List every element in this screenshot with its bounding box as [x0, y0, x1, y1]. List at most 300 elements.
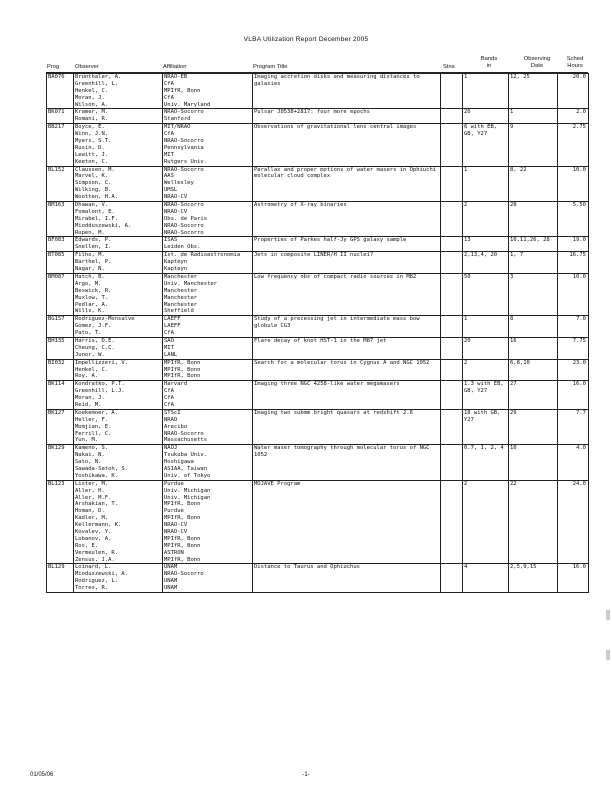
program-title: Pulsar J0538+2817: four more epochs	[254, 109, 370, 116]
affiliation-cell	[163, 445, 253, 480]
sched-hours-value: 7.0	[576, 316, 586, 323]
sched-hours-cell	[558, 74, 589, 109]
sched-hours-cell	[558, 337, 589, 359]
observer-name: Kovalev, Y.	[75, 529, 112, 535]
program-title: Low frequency obs of compact radio sources in M82	[254, 273, 417, 280]
program-title-cell	[253, 166, 441, 201]
observer-name: Kramer, M.	[75, 109, 109, 116]
observer-name: Mioduszewski, A.	[75, 571, 128, 578]
affiliation-name: NRAO-CV	[164, 208, 188, 215]
program-title: Parallax and proper motions of water masers in Ophiuchi molecular cloud complex	[254, 166, 437, 180]
program-title: Imaging two submm bright quasars at redshift 2.6	[254, 409, 413, 416]
observing-date-cell	[509, 480, 558, 564]
affiliation-name: CfA	[164, 94, 174, 101]
observer-name: Harris, D.E.	[75, 337, 115, 344]
affiliation-name: Univ. Maryland	[164, 101, 211, 108]
observer-name: Heller, F.	[75, 416, 109, 423]
affiliation-name: CfA	[164, 395, 174, 402]
scan-edge-mark	[606, 650, 610, 660]
affiliation-name: LAEFF	[164, 323, 181, 330]
bands-cell	[463, 202, 509, 237]
program-title-cell	[253, 202, 441, 237]
footer-date: 01/05/06	[30, 772, 54, 778]
table-row	[47, 359, 589, 381]
program-title: MOJAVE Program	[254, 480, 301, 487]
table-row	[47, 166, 589, 201]
affiliation-cell	[163, 409, 253, 444]
bands-value: 2	[464, 480, 468, 487]
affiliation-name: NRAO-Socorro	[164, 109, 204, 116]
observer-name: Kondratko, P.T.	[75, 381, 125, 388]
affiliation-name: NAOJ	[164, 445, 178, 452]
affiliation-name: Manchester	[164, 294, 198, 301]
program-title-cell	[253, 359, 441, 381]
observer-cell	[74, 316, 163, 338]
program-title: Imaging three NGC 4258-like water megamasers	[254, 381, 400, 388]
affiliation-cell	[163, 359, 253, 381]
affiliation-name: Wellesley	[164, 180, 194, 187]
program-title-cell	[253, 316, 441, 338]
affiliation-name: MPIfR, Bonn	[164, 556, 201, 563]
affiliation-name: Tsukuba Univ.	[164, 452, 208, 459]
observer-cell	[74, 381, 163, 410]
table-row	[47, 445, 589, 480]
observer-name: Boyce, E.	[75, 124, 105, 131]
observer-name: Argo, M.	[75, 280, 102, 287]
affiliation-name: MPIfR, Bonn	[164, 87, 201, 94]
observer-name: Henkel, C.	[75, 87, 109, 94]
prog-code: BI032	[48, 359, 65, 366]
observing-date-cell	[509, 409, 558, 444]
stns-cell	[441, 202, 463, 237]
table-row	[47, 252, 589, 274]
affiliation-name: MPIfR, Bonn	[164, 366, 201, 373]
observer-cell	[74, 109, 163, 124]
sched-hours-cell	[558, 445, 589, 480]
observing-date-cell	[509, 337, 558, 359]
sched-hours-cell	[558, 409, 589, 444]
stns-cell	[441, 124, 463, 166]
observer-name: Aller, H.	[75, 487, 105, 494]
affiliation-name: Stanford	[164, 116, 191, 123]
affiliation-name: NRAO-CV	[164, 522, 188, 529]
affiliation-name: MPIfR, Bonn	[164, 542, 201, 549]
observer-name: Henkel, C.	[75, 366, 109, 373]
footer-page-number: -1-	[302, 772, 310, 778]
sched-hours-value: 2.75	[572, 124, 586, 131]
observer-name: Brunthaler, A.	[75, 74, 122, 80]
program-title: Astrometry of X-ray binaries	[254, 202, 347, 209]
report-title: VLBA Utilization Report December 2005	[243, 36, 369, 43]
affiliation-name: Univ. Michigan	[164, 487, 211, 494]
observing-date-value: 29	[510, 409, 517, 416]
bands-value: 2	[464, 359, 468, 366]
affiliation-name: NRAO-Socorro	[164, 430, 204, 437]
bands-cell	[463, 109, 509, 124]
bands-cell	[463, 237, 509, 252]
observer-name: Reid, M.	[75, 401, 102, 408]
affiliation-name: NRAO-EB	[164, 74, 188, 80]
observer-name: Pato, T.	[75, 330, 102, 337]
program-title-cell	[253, 480, 441, 564]
bands-value: 20	[464, 109, 471, 116]
prog-code: BK114	[48, 381, 65, 388]
prog-code: BL123	[48, 480, 65, 487]
program-title-cell	[253, 445, 441, 480]
affiliation-name: Harvard	[164, 381, 188, 388]
observer-name: Beswick, R.	[75, 287, 112, 294]
prog-code: BF083	[48, 237, 65, 244]
affiliation-name: AAS	[164, 173, 174, 180]
program-title: Jets in composite LINER/H II nuclei?	[254, 252, 374, 259]
sched-hours-cell	[558, 124, 589, 166]
prog-code: BB217	[48, 124, 65, 131]
bands-value: 2,13,4, 20	[464, 252, 498, 259]
affiliation-name: CfA	[164, 401, 174, 408]
observer-name: Keeton, C.	[75, 158, 109, 165]
affiliation-cell	[163, 337, 253, 359]
program-title: Distance to Taurus and Ophiuchus	[254, 564, 360, 571]
observing-date-cell	[509, 109, 558, 124]
col-header-bands-line2: in	[486, 62, 492, 69]
stns-cell	[441, 359, 463, 381]
program-title-cell	[253, 252, 441, 274]
program-title: Search for a molecular torus in Cygnus A and NGC 1052	[254, 359, 430, 366]
sched-hours-value: 10.0	[572, 273, 586, 280]
observing-date-value: 1, 7	[510, 252, 524, 259]
bands-value: 20	[464, 337, 471, 344]
prog-code-cell	[47, 316, 74, 338]
col-header-bands-line1: Bands	[480, 56, 498, 62]
observer-cell	[74, 445, 163, 480]
stns-cell	[441, 237, 463, 252]
program-title-cell	[253, 564, 441, 593]
bands-value: 1	[464, 166, 468, 173]
observer-name: Fomalont, E.	[75, 208, 115, 215]
observing-date-value: 10,11,26, 28	[510, 237, 550, 244]
affiliation-name: CfA	[164, 388, 174, 395]
observing-date-value: 12, 25	[510, 74, 530, 80]
prog-code: BT085	[48, 252, 65, 259]
program-title: Flare decay of knot HST-1 in the M87 jet	[254, 337, 387, 344]
observer-name: Impellizzeri, V.	[75, 359, 128, 366]
affiliation-name: Purdue	[164, 480, 184, 487]
observer-name: Yoshikawa, K.	[75, 472, 119, 479]
affiliation-name: NRAO-Socorro	[164, 138, 204, 145]
prog-code-cell	[47, 166, 74, 201]
bands-cell	[463, 166, 509, 201]
observing-date-value: 22	[510, 480, 517, 487]
affiliation-cell	[163, 109, 253, 124]
observer-name: Lobanov, A.	[75, 535, 112, 542]
prog-code-cell	[47, 359, 74, 381]
observer-cell	[74, 409, 163, 444]
observer-name: Roy, A.	[75, 373, 99, 380]
affiliation-name: Univ. of Tokyo	[164, 472, 211, 479]
affiliation-name: SAO	[164, 337, 174, 344]
sched-hours-cell	[558, 109, 589, 124]
observer-name: Cheung, C.C.	[75, 344, 115, 351]
affiliation-name: CfA	[164, 131, 174, 138]
affiliation-name: NRAO-CV	[164, 529, 188, 535]
affiliation-name: NRAO-Socorro	[164, 571, 204, 578]
observing-date-value: 8	[510, 316, 514, 323]
affiliation-name: STScI	[164, 409, 181, 416]
affiliation-name: ISAS	[164, 237, 178, 244]
observer-name: Kameno, S.	[75, 445, 109, 452]
observer-name: Edwards, P.	[75, 237, 112, 244]
observer-name: Momjian, E.	[75, 423, 112, 430]
sched-hours-cell	[558, 252, 589, 274]
observing-date-cell	[509, 273, 558, 315]
observing-date-cell	[509, 74, 558, 109]
observer-name: Ferrill, C.	[75, 430, 112, 437]
observing-date-value: 1	[510, 109, 514, 116]
bands-value: 2	[464, 202, 468, 209]
bands-cell	[463, 409, 509, 444]
table-row	[47, 109, 589, 124]
bands-cell	[463, 337, 509, 359]
observer-name: Nakai, N.	[75, 452, 105, 459]
table-row	[47, 337, 589, 359]
sched-hours-value: 7.7	[576, 409, 586, 416]
prog-code-cell	[47, 445, 74, 480]
observer-name: Hatch, B.	[75, 273, 105, 280]
affiliation-name: Hoshigawa	[164, 459, 194, 466]
observer-name: Winn, J.N.	[75, 131, 109, 138]
observer-name: Rusin, D.	[75, 144, 105, 151]
stns-cell	[441, 445, 463, 480]
observer-name: Barthel, P.	[75, 259, 112, 266]
observing-date-value: 8, 22	[510, 166, 527, 173]
utilization-table	[46, 73, 589, 593]
program-title-cell	[253, 409, 441, 444]
affiliation-name: NRAO	[164, 416, 178, 423]
affiliation-cell	[163, 74, 253, 109]
prog-code-cell	[47, 109, 74, 124]
affiliation-name: Massachusetts	[164, 437, 208, 444]
affiliation-name: Obs. de Paris	[164, 215, 208, 222]
observer-name: Ros, E.	[75, 542, 99, 549]
table-row	[47, 564, 589, 593]
table-row	[47, 409, 589, 444]
affiliation-name: Manchester	[164, 301, 198, 308]
sched-hours-value: 16.0	[572, 564, 586, 571]
bands-cell	[463, 359, 509, 381]
program-title-cell	[253, 337, 441, 359]
observer-name: Wilking, B.	[75, 187, 112, 194]
observer-name: Wills, K.	[75, 308, 105, 315]
observer-name: Torres, R.	[75, 585, 109, 592]
affiliation-name: CfA	[164, 80, 174, 87]
observer-name: Dhawan, V.	[75, 202, 109, 209]
affiliation-name: MIT/NRAO	[164, 124, 191, 131]
prog-code-cell	[47, 381, 74, 410]
sched-hours-cell	[558, 273, 589, 315]
prog-code: BG157	[48, 316, 65, 323]
stns-cell	[441, 409, 463, 444]
sched-hours-value: 10.0	[572, 166, 586, 173]
observer-name: Romani, R.	[75, 116, 109, 123]
affiliation-cell	[163, 252, 253, 274]
observer-name: Rupen, M.	[75, 229, 105, 236]
table-row	[47, 237, 589, 252]
observer-name: Homan, D.	[75, 508, 105, 515]
observing-date-value: 2,5,9,15	[510, 564, 537, 571]
prog-code: BM163	[48, 202, 65, 209]
bands-cell	[463, 273, 509, 315]
observer-name: Rodriguez, L.	[75, 578, 119, 585]
observing-date-cell	[509, 381, 558, 410]
observer-name: Greenhill, L.J.	[75, 388, 125, 395]
col-header-date-line1: Observing	[523, 56, 551, 62]
observing-date-cell	[509, 359, 558, 381]
sched-hours-cell	[558, 202, 589, 237]
observing-date-cell	[509, 564, 558, 593]
stns-cell	[441, 273, 463, 315]
observing-date-cell	[509, 316, 558, 338]
col-header-stns: Stns	[443, 64, 455, 70]
affiliation-name: Univ. Manchester	[164, 280, 217, 287]
affiliation-cell	[163, 166, 253, 201]
observing-date-cell	[509, 124, 558, 166]
affiliation-name: MPIfR, Bonn	[164, 373, 201, 380]
observer-cell	[74, 74, 163, 109]
affiliation-cell	[163, 202, 253, 237]
col-header-prog: Prog	[47, 64, 60, 70]
observer-name: Marvel, K.	[75, 173, 109, 180]
observer-name: Nagar, N.	[75, 266, 105, 273]
program-title-cell	[253, 74, 441, 109]
sched-hours-value: 5.50	[572, 202, 586, 209]
sched-hours-value: 20.0	[572, 74, 586, 80]
bands-value: 4	[464, 564, 468, 571]
prog-code: BM087	[48, 273, 65, 280]
stns-cell	[441, 74, 463, 109]
stns-cell	[441, 316, 463, 338]
table-row	[47, 381, 589, 410]
affiliation-name: MPIfR, Bonn	[164, 515, 201, 522]
program-title-cell	[253, 237, 441, 252]
affiliation-name: Purdue	[164, 508, 184, 515]
col-header-date-line2: Date	[530, 62, 544, 69]
observer-cell	[74, 124, 163, 166]
table-row	[47, 124, 589, 166]
observer-name: Rodriguez-Monsalve	[75, 316, 135, 323]
observer-cell	[74, 237, 163, 252]
observer-cell	[74, 202, 163, 237]
affiliation-name: NRAO-CV	[164, 194, 188, 201]
sched-hours-cell	[558, 316, 589, 338]
program-title-cell	[253, 124, 441, 166]
affiliation-name: LAEFF	[164, 316, 181, 323]
bands-value: 13	[464, 237, 471, 244]
affiliation-name: Leiden Obs.	[164, 244, 201, 251]
prog-code: BK071	[48, 109, 65, 116]
stns-cell	[441, 337, 463, 359]
observer-name: Kadler, M.	[75, 515, 109, 522]
observer-name: Moran, J.	[75, 94, 105, 101]
affiliation-name: Arecibo	[164, 423, 188, 430]
observer-name: Kellermann, K.	[75, 522, 122, 529]
table-row	[47, 273, 589, 315]
scan-edge-mark	[606, 610, 610, 620]
observing-date-cell	[509, 166, 558, 201]
sched-hours-value: 7.75	[572, 337, 586, 344]
affiliation-name: NRAO-Socorro	[164, 202, 204, 209]
sched-hours-cell	[558, 381, 589, 410]
observing-date-value: 3	[510, 273, 514, 280]
affiliation-name: MPIfR, Bonn	[164, 359, 201, 366]
stns-cell	[441, 480, 463, 564]
observer-cell	[74, 252, 163, 274]
bands-value: 1.3 with EB, GB, Y27	[464, 381, 504, 395]
sched-hours-value: 16.75	[569, 252, 586, 259]
prog-code: BL129	[48, 564, 65, 571]
affiliation-name: Manchester	[164, 273, 198, 280]
table-body	[47, 74, 589, 593]
bands-value: 18 with GB, Y27	[464, 409, 501, 423]
observing-date-cell	[509, 202, 558, 237]
prog-code: BK129	[48, 445, 65, 452]
sched-hours-cell	[558, 564, 589, 593]
observer-name: Zensus, J.A.	[75, 556, 115, 563]
prog-code-cell	[47, 237, 74, 252]
bands-cell	[463, 381, 509, 410]
table-row	[47, 202, 589, 237]
stns-cell	[441, 564, 463, 593]
observing-date-value: 9	[510, 124, 514, 131]
affiliation-name: Sheffield	[164, 308, 194, 315]
program-title-cell	[253, 109, 441, 124]
bands-cell	[463, 124, 509, 166]
affiliation-cell	[163, 564, 253, 593]
table-row	[47, 74, 589, 109]
observing-date-value: 28	[510, 202, 517, 209]
bands-value: 1	[464, 316, 468, 323]
program-title: Observations of gravitational lens central images	[254, 124, 417, 131]
program-title: Imaging accretion disks and measuring distances to galaxies	[254, 74, 420, 87]
affiliation-name: NRAO-Socorro	[164, 166, 204, 173]
bands-value: 0.7, 1, 2, 4	[464, 445, 504, 452]
prog-code-cell	[47, 74, 74, 109]
stns-cell	[441, 381, 463, 410]
stns-cell	[441, 252, 463, 274]
bands-cell	[463, 445, 509, 480]
observer-name: Muxlow, T.	[75, 294, 109, 301]
affiliation-name: Rutgers Univ.	[164, 158, 208, 165]
affiliation-cell	[163, 124, 253, 166]
stns-cell	[441, 109, 463, 124]
observer-name: Loinard, L.	[75, 564, 112, 571]
affiliation-name: UNAM	[164, 585, 178, 592]
observer-name: Wilson, A.	[75, 101, 109, 108]
sched-hours-cell	[558, 359, 589, 381]
observer-name: Simpson, C.	[75, 180, 112, 187]
affiliation-name: ASIAA, Taiwan	[164, 465, 208, 472]
sched-hours-value: 4.0	[576, 445, 586, 452]
observer-cell	[74, 166, 163, 201]
affiliation-name: Univ. Michigan	[164, 494, 211, 501]
observer-name: Miodduszewski, A.	[75, 222, 132, 229]
affiliation-cell	[163, 273, 253, 315]
program-title: Study of a precessing jet in intermediate mass bow globule CG3	[254, 316, 420, 330]
sched-hours-cell	[558, 480, 589, 564]
affiliation-name: NRAO-Socorro	[164, 222, 204, 229]
observing-date-value: 16	[510, 337, 517, 344]
sched-hours-value: 24.0	[572, 480, 586, 487]
prog-code-cell	[47, 480, 74, 564]
